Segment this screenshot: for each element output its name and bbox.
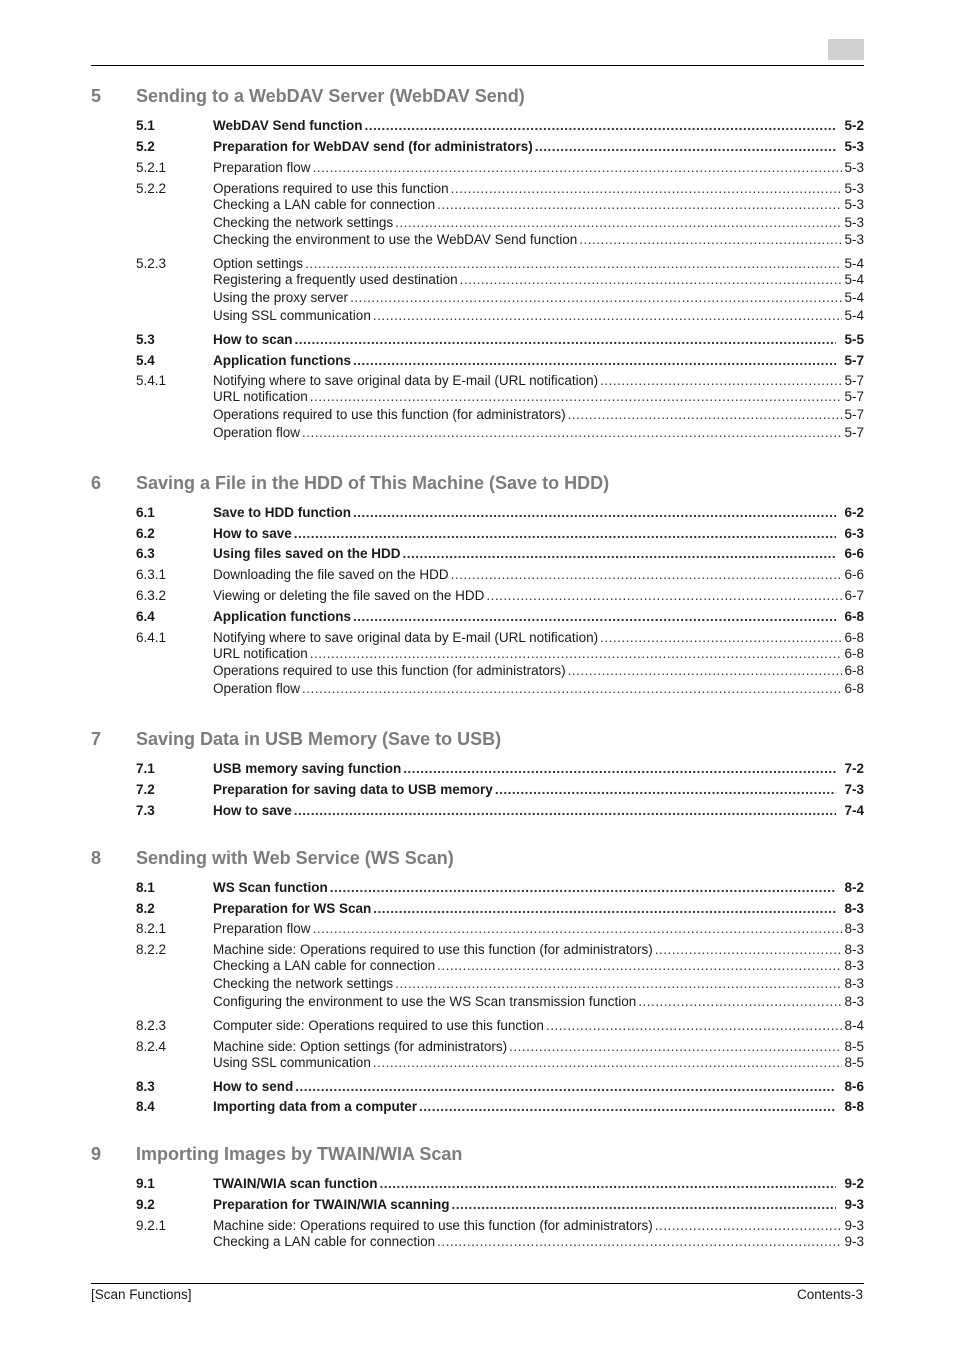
chapter-heading[interactable] xyxy=(91,86,864,110)
toc-entry[interactable] xyxy=(136,1078,864,1095)
section-title: Downloading the file saved on the HDD xyxy=(213,567,449,582)
entry-line xyxy=(213,1233,864,1250)
dot-leader xyxy=(373,900,836,917)
section-title: Preparation for WebDAV send (for administrators) xyxy=(213,139,533,154)
dot-leader xyxy=(373,307,843,324)
chapter-number: 5 xyxy=(91,86,102,106)
page-reference: 5-7 xyxy=(844,425,864,440)
toc-entry[interactable] xyxy=(136,941,864,958)
dot-leader xyxy=(655,941,843,958)
page-reference: 5-3 xyxy=(844,232,864,247)
page-reference: 5-4 xyxy=(844,272,864,287)
toc-entry[interactable] xyxy=(136,406,864,423)
section-number: 5.2.1 xyxy=(136,160,167,175)
section-title: Application functions xyxy=(213,609,351,624)
dot-leader xyxy=(295,1078,836,1095)
section-number: 5.4.1 xyxy=(136,373,167,388)
toc-entry[interactable] xyxy=(136,255,864,272)
dot-leader xyxy=(294,802,837,819)
dot-leader xyxy=(380,1175,837,1192)
section-title: Save to HDD function xyxy=(213,505,352,520)
toc-entry[interactable] xyxy=(136,138,864,155)
dot-leader xyxy=(535,138,837,155)
dot-leader xyxy=(568,662,843,679)
dot-leader xyxy=(460,271,843,288)
entry-line xyxy=(213,802,864,819)
page-reference: 5-3 xyxy=(844,181,864,196)
section-title: URL notification xyxy=(213,389,308,404)
chapter-number: 9 xyxy=(91,1144,102,1164)
toc-entry[interactable] xyxy=(136,545,864,562)
toc-entry[interactable] xyxy=(136,587,864,604)
section-title: How to save xyxy=(213,803,292,818)
entry-line xyxy=(213,352,864,369)
dot-leader xyxy=(313,159,843,176)
entry-line xyxy=(213,1078,864,1095)
dot-leader xyxy=(353,352,836,369)
page-reference: 8-8 xyxy=(844,1099,864,1114)
toc-entry[interactable] xyxy=(136,645,864,662)
toc-entry[interactable] xyxy=(136,1233,864,1250)
page-reference: 6-6 xyxy=(844,546,864,561)
entry-line xyxy=(213,117,864,134)
entry-line xyxy=(213,920,864,937)
section-number: 5.1 xyxy=(136,118,155,133)
toc-entry[interactable] xyxy=(136,920,864,937)
entry-line xyxy=(213,525,864,542)
section-number: 8.3 xyxy=(136,1079,155,1094)
page-reference: 9-2 xyxy=(844,1176,864,1191)
toc-entry[interactable] xyxy=(136,307,864,324)
section-title: Using files saved on the HDD xyxy=(213,546,401,561)
section-number: 7.3 xyxy=(136,803,155,818)
toc-entry[interactable] xyxy=(136,231,864,248)
entry-line xyxy=(213,138,864,155)
dot-leader xyxy=(451,180,843,197)
entry-line xyxy=(213,1017,864,1034)
dot-leader xyxy=(419,1098,836,1115)
toc-entry[interactable] xyxy=(136,629,864,646)
dot-leader xyxy=(353,608,836,625)
page-reference: 5-7 xyxy=(844,389,864,404)
chapter-number: 8 xyxy=(91,848,102,868)
dot-leader xyxy=(600,629,842,646)
entry-line xyxy=(213,1098,864,1115)
section-title: Application functions xyxy=(213,353,351,368)
page-reference: 5-4 xyxy=(844,308,864,323)
page-reference: 6-2 xyxy=(844,505,864,520)
entry-line xyxy=(213,372,864,389)
page-reference: 6-7 xyxy=(844,588,864,603)
section-number: 6.3.2 xyxy=(136,588,167,603)
entry-line xyxy=(213,662,864,679)
entry-line xyxy=(213,180,864,197)
entry-line xyxy=(213,1175,864,1192)
toc-entry[interactable] xyxy=(136,424,864,441)
section-number: 5.3 xyxy=(136,332,155,347)
entry-line xyxy=(213,957,864,974)
toc-entry[interactable] xyxy=(136,879,864,896)
toc-entry[interactable] xyxy=(136,525,864,542)
section-title: Configuring the environment to use the WS Scan transmission function xyxy=(213,994,637,1009)
toc-entry[interactable] xyxy=(136,993,864,1010)
dot-leader xyxy=(655,1217,843,1234)
section-number: 5.2.3 xyxy=(136,256,167,271)
section-number: 9.2 xyxy=(136,1197,155,1212)
entry-line xyxy=(213,781,864,798)
entry-line xyxy=(213,680,864,697)
page-reference: 6-8 xyxy=(844,630,864,645)
section-number: 8.4 xyxy=(136,1099,155,1114)
dot-leader xyxy=(579,231,842,248)
page-reference: 9-3 xyxy=(844,1218,864,1233)
toc-entry[interactable] xyxy=(136,957,864,974)
dot-leader xyxy=(509,1038,842,1055)
page-reference: 9-3 xyxy=(844,1197,864,1212)
dot-leader xyxy=(330,879,837,896)
entry-line xyxy=(213,307,864,324)
toc-entry[interactable] xyxy=(136,180,864,197)
section-title: Using SSL communication xyxy=(213,1055,371,1070)
section-number: 9.1 xyxy=(136,1176,155,1191)
page-reference: 5-4 xyxy=(844,256,864,271)
entry-line xyxy=(213,879,864,896)
page-reference: 7-2 xyxy=(844,761,864,776)
entry-line xyxy=(213,1196,864,1213)
page-reference: 8-6 xyxy=(844,1079,864,1094)
toc-entry[interactable] xyxy=(136,1217,864,1234)
entry-line xyxy=(213,645,864,662)
toc-entry[interactable] xyxy=(136,608,864,625)
section-title: Preparation for TWAIN/WIA scanning xyxy=(213,1197,450,1212)
section-title: Viewing or deleting the file saved on the HDD xyxy=(213,588,485,603)
dot-leader xyxy=(302,424,842,441)
footer-rule xyxy=(91,1283,864,1284)
toc-entry[interactable] xyxy=(136,1098,864,1115)
chapter-title: Sending with Web Service (WS Scan) xyxy=(136,848,454,868)
toc-entry[interactable] xyxy=(136,1175,864,1192)
section-title: Using the proxy server xyxy=(213,290,349,305)
entry-line xyxy=(213,504,864,521)
toc-entry[interactable] xyxy=(136,196,864,213)
dot-leader xyxy=(600,372,842,389)
toc-entry[interactable] xyxy=(136,975,864,992)
chapter-title: Sending to a WebDAV Server (WebDAV Send) xyxy=(136,86,525,106)
section-title: How to scan xyxy=(213,332,293,347)
section-title: Using SSL communication xyxy=(213,308,371,323)
page-reference: 8-3 xyxy=(844,942,864,957)
page-reference: 8-3 xyxy=(844,921,864,936)
page-reference: 5-2 xyxy=(844,118,864,133)
dot-leader xyxy=(295,331,837,348)
entry-line xyxy=(213,566,864,583)
page-reference: 6-8 xyxy=(844,681,864,696)
dot-leader xyxy=(305,255,842,272)
page-reference: 8-5 xyxy=(844,1055,864,1070)
section-title: Checking a LAN cable for connection xyxy=(213,1234,436,1249)
section-title: Machine side: Operations required to use this function (for administrators) xyxy=(213,1218,653,1233)
section-title: Operation flow xyxy=(213,681,301,696)
page-reference: 8-3 xyxy=(844,994,864,1009)
dot-leader xyxy=(403,760,836,777)
section-number: 8.1 xyxy=(136,880,155,895)
page-reference: 5-7 xyxy=(844,407,864,422)
entry-line xyxy=(213,1054,864,1071)
page-reference: 5-3 xyxy=(844,215,864,230)
section-number: 6.2 xyxy=(136,526,155,541)
section-title: Preparation flow xyxy=(213,921,311,936)
dot-leader xyxy=(486,587,842,604)
chapter-heading[interactable] xyxy=(91,729,864,753)
entry-line xyxy=(213,424,864,441)
dot-leader xyxy=(350,289,842,306)
toc-entry[interactable] xyxy=(136,289,864,306)
dot-leader xyxy=(451,566,843,583)
entry-line xyxy=(213,608,864,625)
footer-manual-name: [Scan Functions] xyxy=(91,1287,192,1302)
chapter-title: Saving Data in USB Memory (Save to USB) xyxy=(136,729,502,749)
toc-entry[interactable] xyxy=(136,1054,864,1071)
toc-entry[interactable] xyxy=(136,214,864,231)
entry-line xyxy=(213,388,864,405)
toc-entry[interactable] xyxy=(136,1017,864,1034)
section-title: TWAIN/WIA scan function xyxy=(213,1176,378,1191)
section-title: Checking the environment to use the WebDAV Send function xyxy=(213,232,578,247)
section-number: 8.2.1 xyxy=(136,921,167,936)
section-number: 6.3 xyxy=(136,546,155,561)
entry-line xyxy=(213,587,864,604)
chapter-number: 7 xyxy=(91,729,102,749)
page-reference: 6-8 xyxy=(844,609,864,624)
toc-entry[interactable] xyxy=(136,1038,864,1055)
section-title: Checking a LAN cable for connection xyxy=(213,958,436,973)
section-title: How to save xyxy=(213,526,292,541)
dot-leader xyxy=(546,1017,843,1034)
section-number: 5.2 xyxy=(136,139,155,154)
toc-entry[interactable] xyxy=(136,1196,864,1213)
toc-entry[interactable] xyxy=(136,802,864,819)
dot-leader xyxy=(395,214,842,231)
entry-line xyxy=(213,900,864,917)
toc-entry[interactable] xyxy=(136,352,864,369)
section-title: Preparation flow xyxy=(213,160,311,175)
dot-leader xyxy=(313,920,843,937)
entry-line xyxy=(213,331,864,348)
dot-leader xyxy=(310,388,843,405)
toc-entry[interactable] xyxy=(136,504,864,521)
page-reference: 7-3 xyxy=(844,782,864,797)
page-reference: 6-8 xyxy=(844,663,864,678)
header-rule xyxy=(91,65,864,66)
dot-leader xyxy=(302,680,842,697)
section-title: Checking the network settings xyxy=(213,976,394,991)
toc-entry[interactable] xyxy=(136,781,864,798)
section-number: 6.3.1 xyxy=(136,567,167,582)
section-number: 9.2.1 xyxy=(136,1218,167,1233)
entry-line xyxy=(213,1217,864,1234)
dot-leader xyxy=(373,1054,843,1071)
chapter-heading[interactable] xyxy=(91,473,864,497)
section-title: WebDAV Send function xyxy=(213,118,363,133)
dot-leader xyxy=(294,525,837,542)
toc-entry[interactable] xyxy=(136,117,864,134)
page-reference: 8-3 xyxy=(844,901,864,916)
section-title: Checking the network settings xyxy=(213,215,394,230)
toc-entry[interactable] xyxy=(136,159,864,176)
entry-line xyxy=(213,214,864,231)
dot-leader xyxy=(310,645,843,662)
section-title: Operations required to use this function xyxy=(213,181,449,196)
toc-entry[interactable] xyxy=(136,760,864,777)
page-reference: 5-4 xyxy=(844,290,864,305)
section-number: 5.2.2 xyxy=(136,181,167,196)
entry-line xyxy=(213,255,864,272)
entry-line xyxy=(213,629,864,646)
toc-entry[interactable] xyxy=(136,566,864,583)
section-title: Preparation for WS Scan xyxy=(213,901,372,916)
entry-line xyxy=(213,159,864,176)
dot-leader xyxy=(437,196,842,213)
page-reference: 5-3 xyxy=(844,160,864,175)
page-reference: 8-4 xyxy=(844,1018,864,1033)
page-reference: 6-3 xyxy=(844,526,864,541)
page-reference: 6-8 xyxy=(844,646,864,661)
entry-line xyxy=(213,231,864,248)
dot-leader xyxy=(437,1233,842,1250)
dot-leader xyxy=(437,957,842,974)
section-title: Computer side: Operations required to use this function xyxy=(213,1018,544,1033)
toc-entry[interactable] xyxy=(136,372,864,389)
section-title: USB memory saving function xyxy=(213,761,402,776)
chapter-heading[interactable] xyxy=(91,848,864,872)
entry-line xyxy=(213,975,864,992)
dot-leader xyxy=(568,406,843,423)
chapter-title: Importing Images by TWAIN/WIA Scan xyxy=(136,1144,463,1164)
entry-line xyxy=(213,271,864,288)
page-reference: 5-7 xyxy=(844,353,864,368)
section-number: 7.1 xyxy=(136,761,155,776)
section-title: URL notification xyxy=(213,646,308,661)
section-title: Machine side: Operations required to use this function (for administrators) xyxy=(213,942,653,957)
section-title: Preparation for saving data to USB memory xyxy=(213,782,493,797)
section-title: Operation flow xyxy=(213,425,301,440)
section-title: Option settings xyxy=(213,256,304,271)
section-title: Machine side: Option settings (for administrators) xyxy=(213,1039,508,1054)
page-reference: 8-3 xyxy=(844,958,864,973)
toc-entry[interactable] xyxy=(136,900,864,917)
entry-line xyxy=(213,196,864,213)
section-title: Operations required to use this function (for administrators) xyxy=(213,663,566,678)
section-number: 8.2.3 xyxy=(136,1018,167,1033)
section-title: Registering a frequently used destination xyxy=(213,272,458,287)
page-reference: 7-4 xyxy=(844,803,864,818)
entry-line xyxy=(213,760,864,777)
section-number: 6.1 xyxy=(136,505,155,520)
page-reference: 6-6 xyxy=(844,567,864,582)
chapter-title: Saving a File in the HDD of This Machine (Save to HDD) xyxy=(136,473,610,493)
page-reference: 8-2 xyxy=(844,880,864,895)
section-title: Importing data from a computer xyxy=(213,1099,418,1114)
entry-line xyxy=(213,1038,864,1055)
section-number: 5.4 xyxy=(136,353,155,368)
section-title: Operations required to use this function (for administrators) xyxy=(213,407,566,422)
dot-leader xyxy=(365,117,837,134)
chapter-heading[interactable] xyxy=(91,1144,864,1168)
section-number: 8.2.4 xyxy=(136,1039,167,1054)
section-title: Notifying where to save original data by E-mail (URL notification) xyxy=(213,630,599,645)
entry-line xyxy=(213,289,864,306)
entry-line xyxy=(213,545,864,562)
toc-entry[interactable] xyxy=(136,680,864,697)
section-title: Checking a LAN cable for connection xyxy=(213,197,436,212)
entry-line xyxy=(213,993,864,1010)
page-reference: 5-3 xyxy=(844,197,864,212)
toc-entry[interactable] xyxy=(136,331,864,348)
section-number: 6.4.1 xyxy=(136,630,167,645)
page-reference: 5-5 xyxy=(844,332,864,347)
section-number: 7.2 xyxy=(136,782,155,797)
page-reference: 5-3 xyxy=(844,139,864,154)
section-title: How to send xyxy=(213,1079,294,1094)
dot-leader xyxy=(403,545,837,562)
toc-entry[interactable] xyxy=(136,271,864,288)
dot-leader xyxy=(638,993,842,1010)
entry-line xyxy=(213,406,864,423)
dot-leader xyxy=(452,1196,837,1213)
page-reference: 5-7 xyxy=(844,373,864,388)
page-reference: 9-3 xyxy=(844,1234,864,1249)
footer-page-number: Contents-3 xyxy=(796,1287,863,1302)
chapter-number: 6 xyxy=(91,473,102,493)
dot-leader xyxy=(353,504,836,521)
section-number: 6.4 xyxy=(136,609,155,624)
toc-entry[interactable] xyxy=(136,662,864,679)
dot-leader xyxy=(395,975,842,992)
section-number: 8.2.2 xyxy=(136,942,167,957)
section-title: Notifying where to save original data by E-mail (URL notification) xyxy=(213,373,599,388)
dot-leader xyxy=(495,781,837,798)
toc-entry[interactable] xyxy=(136,388,864,405)
entry-line xyxy=(213,941,864,958)
section-number: 8.2 xyxy=(136,901,155,916)
section-title: WS Scan function xyxy=(213,880,328,895)
header-marker xyxy=(828,39,864,60)
page-reference: 8-5 xyxy=(844,1039,864,1054)
page-reference: 8-3 xyxy=(844,976,864,991)
